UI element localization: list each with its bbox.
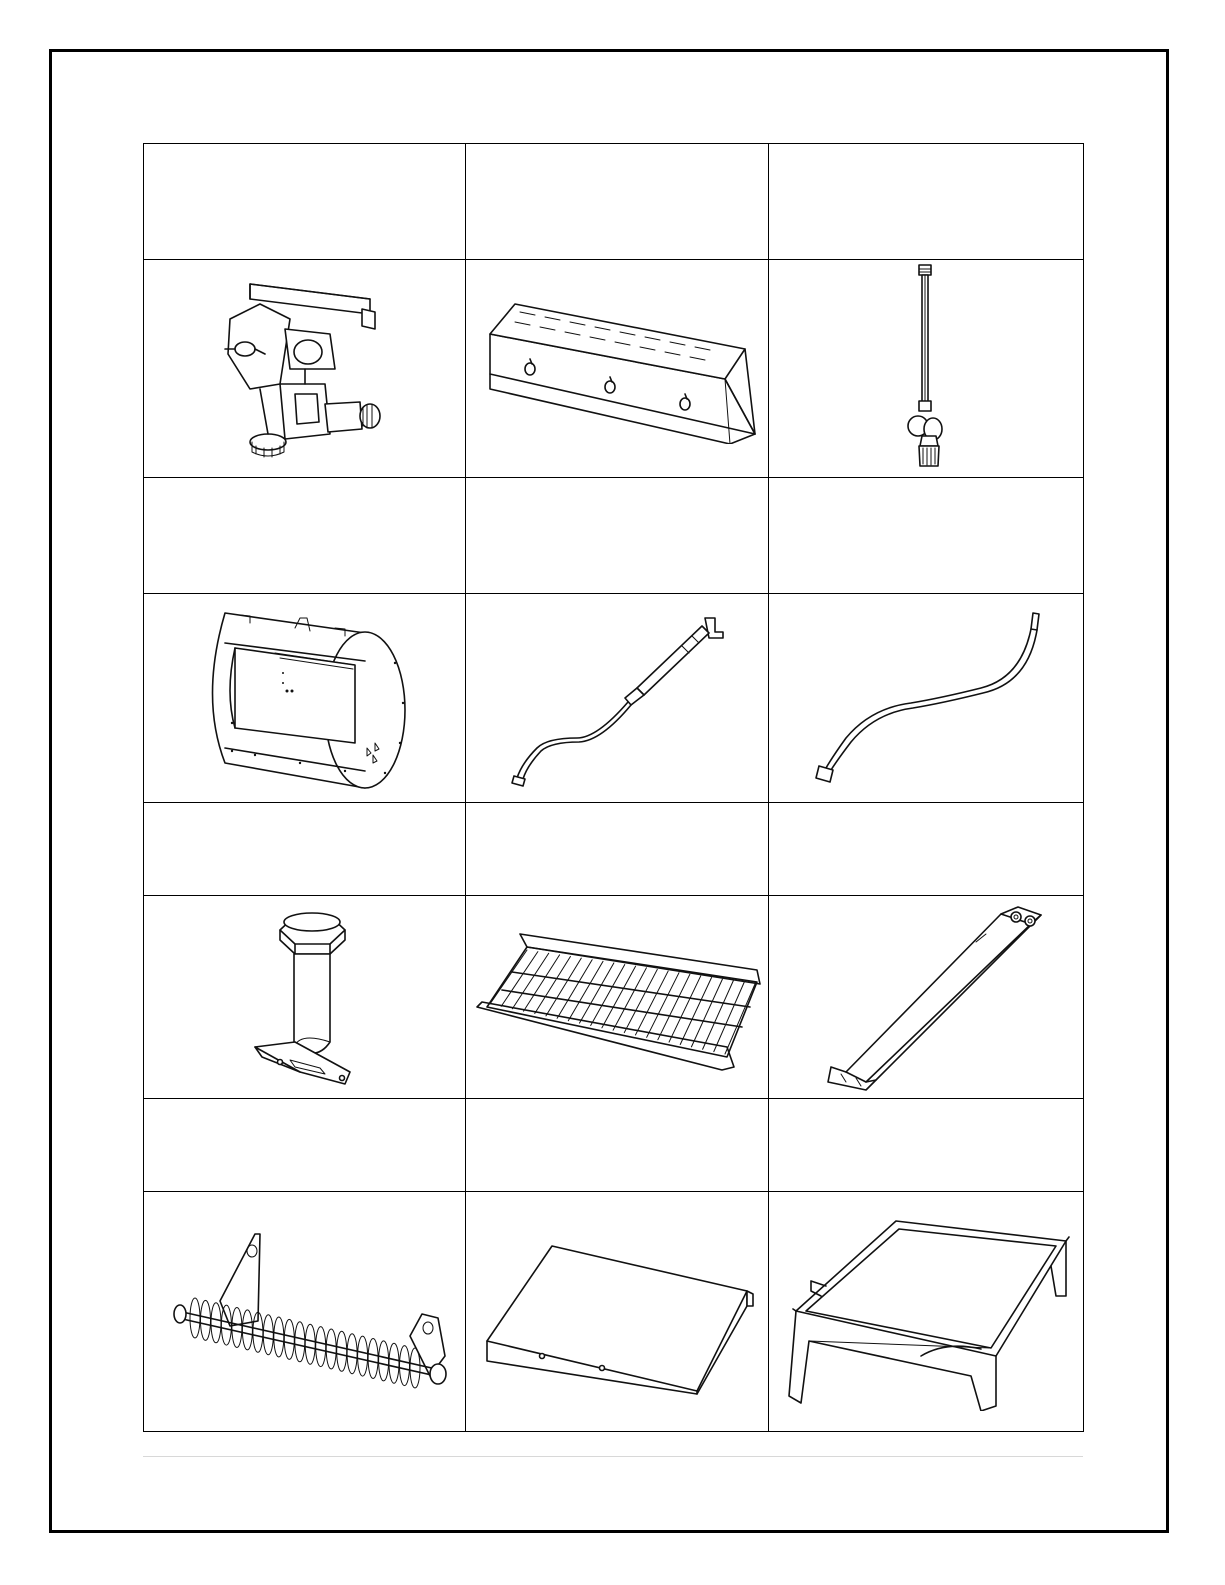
- spring-coil: [357, 1336, 367, 1376]
- spring-coil: [347, 1334, 357, 1374]
- image-row: [144, 1191, 1084, 1431]
- part-image-cell: [466, 594, 769, 803]
- part-label-cell: [466, 803, 769, 896]
- igniter-probe-drawing: [497, 608, 737, 788]
- flexible-gas-tube-drawing: [801, 608, 1051, 788]
- part-label-cell: [769, 803, 1084, 896]
- part-label-cell: [466, 478, 769, 594]
- burner-heat-shield-drawing: [475, 294, 760, 444]
- parts-table: [143, 143, 1084, 1432]
- spring-coil: [336, 1332, 346, 1372]
- image-row: [144, 260, 1084, 478]
- side-support-rail-drawing: [806, 902, 1046, 1092]
- image-row: [144, 594, 1084, 803]
- spring-coil: [399, 1346, 409, 1386]
- part-label-cell: [144, 1098, 466, 1191]
- part-image-cell: [144, 895, 466, 1098]
- part-label-cell: [144, 803, 466, 896]
- spring-coil: [368, 1339, 378, 1379]
- spring-coil: [211, 1303, 221, 1343]
- image-row: [144, 895, 1084, 1098]
- part-label-cell: [769, 1098, 1084, 1191]
- lid-cover-plate-drawing: [477, 1226, 757, 1396]
- part-label-cell: [466, 1098, 769, 1191]
- part-image-cell: [466, 260, 769, 478]
- spring-coil: [200, 1301, 210, 1341]
- spring-coil: [389, 1344, 399, 1384]
- knob-post-bracket-drawing: [250, 902, 360, 1092]
- gas-valve-assembly-drawing: [220, 274, 390, 464]
- spring-coil: [378, 1341, 388, 1381]
- part-label-cell: [144, 144, 466, 260]
- part-image-cell: [144, 594, 466, 803]
- label-row: [144, 1098, 1084, 1191]
- part-label-cell: [769, 144, 1084, 260]
- hinge-spring-assembly-drawing: [160, 1226, 450, 1396]
- part-image-cell: [769, 594, 1084, 803]
- part-image-cell: [466, 1191, 769, 1431]
- spring-coil: [315, 1327, 325, 1367]
- label-row: [144, 478, 1084, 594]
- spring-coil: [284, 1320, 294, 1360]
- label-row: [144, 803, 1084, 896]
- spring-coil: [410, 1348, 420, 1388]
- part-image-cell: [144, 1191, 466, 1431]
- spring-coil: [263, 1315, 273, 1355]
- part-image-cell: [769, 1191, 1084, 1431]
- part-image-cell: [769, 260, 1084, 478]
- spring-coil: [190, 1298, 200, 1338]
- grease-tray-frame-drawing: [781, 1211, 1071, 1411]
- firebox-drum-drawing: [195, 603, 415, 793]
- label-row: [144, 144, 1084, 260]
- spring-coil: [305, 1325, 315, 1365]
- spring-coil: [326, 1329, 336, 1369]
- regulator-hose-drawing: [886, 261, 966, 476]
- part-label-cell: [769, 478, 1084, 594]
- spring-coil: [273, 1317, 283, 1357]
- part-label-cell: [466, 144, 769, 260]
- part-label-cell: [144, 478, 466, 594]
- spring-coil: [294, 1322, 304, 1362]
- footer-rule: [143, 1456, 1083, 1457]
- wire-grill-grate-drawing: [472, 922, 762, 1072]
- part-image-cell: [769, 895, 1084, 1098]
- part-image-cell: [144, 260, 466, 478]
- part-image-cell: [466, 895, 769, 1098]
